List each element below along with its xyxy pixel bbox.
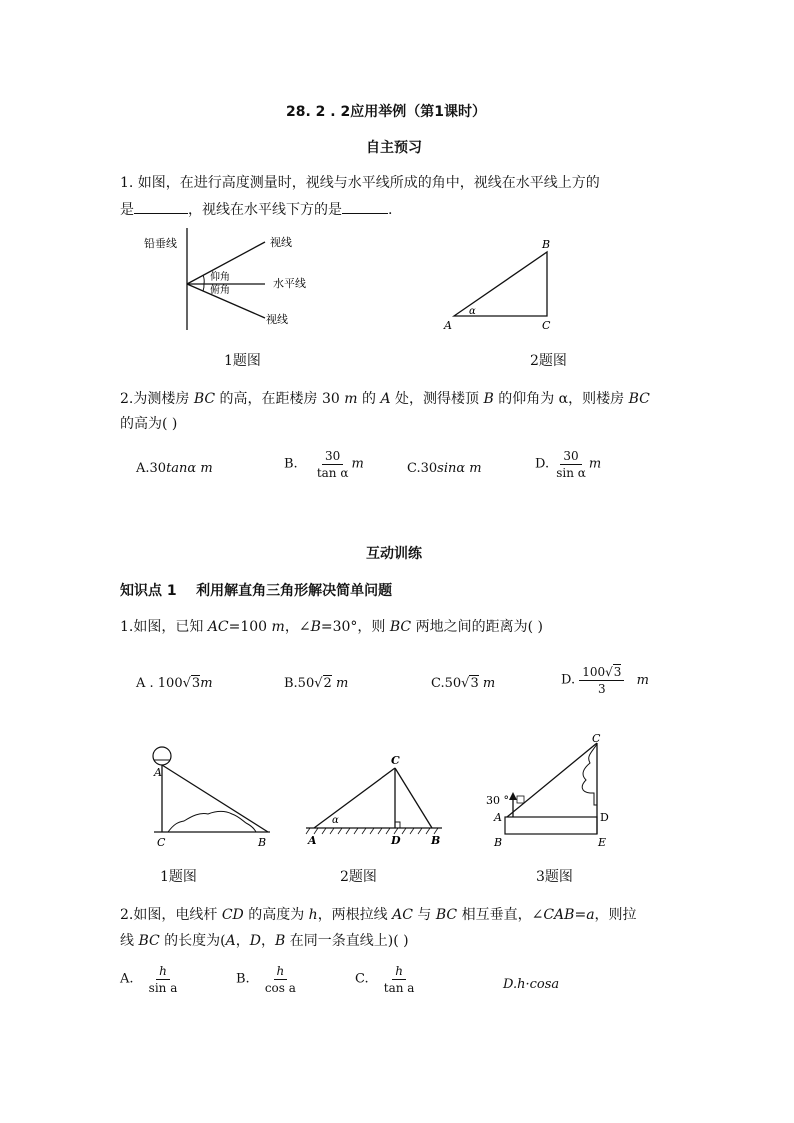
answer-blank-1[interactable] xyxy=(134,199,188,214)
numerator xyxy=(579,665,624,681)
q4-text: ，两根拉线 xyxy=(317,907,393,923)
numerator: 30 xyxy=(560,449,581,465)
denominator: sin α xyxy=(556,466,586,480)
q4-var: BC xyxy=(138,933,160,949)
opt-text: B.50 xyxy=(284,676,315,691)
q2-text: 的 xyxy=(357,391,381,407)
label-C: C xyxy=(592,732,601,745)
label-D: D xyxy=(391,834,401,847)
q3-text: 1.如图，已知 xyxy=(120,619,208,635)
q3-text: 两地之间的距离为( ) xyxy=(411,619,543,635)
question-4 xyxy=(120,905,637,951)
q3-text: =100 xyxy=(228,619,272,635)
label-B: B xyxy=(494,836,503,849)
q1-line1: 1. 如图，在进行高度测量时，视线与水平线所成的角中，视线在水平线上方的 xyxy=(120,175,600,191)
label-E: E xyxy=(598,836,607,849)
section-heading-practice: 互动训练 xyxy=(366,546,422,562)
answer-blank-2[interactable] xyxy=(342,199,388,214)
q2-text: 的高，在距楼房 30 xyxy=(215,391,345,407)
q3-option-C[interactable] xyxy=(431,674,495,694)
elevation-label: 仰角 xyxy=(210,272,230,283)
q4-line2 xyxy=(120,931,637,951)
label-A: A xyxy=(494,811,502,824)
depression-label: 俯角 xyxy=(210,285,230,296)
angle-label: 30 ° xyxy=(486,794,509,807)
right-angle-mark xyxy=(395,822,400,828)
label-A: A xyxy=(444,319,452,332)
numerator: h xyxy=(156,964,170,980)
opt-unit: m xyxy=(196,461,213,476)
q1-text-b: ，视线在水平线下方的是 xyxy=(188,202,342,218)
label-alpha: α xyxy=(332,815,339,826)
q4-var: BC xyxy=(435,907,458,923)
hill-outline xyxy=(168,811,256,832)
label-B: B xyxy=(431,834,441,847)
q4-text: 线 xyxy=(120,933,139,949)
denominator: 3 xyxy=(598,682,606,696)
line-BC xyxy=(395,768,432,828)
label-B: B xyxy=(542,238,551,251)
opt-unit: m xyxy=(636,672,649,688)
right-angle-mark xyxy=(517,796,524,803)
opt-text: A.30 xyxy=(136,461,167,476)
q4-text: ， xyxy=(235,933,250,949)
depression-arc xyxy=(203,284,204,291)
sqrt-sign: √ xyxy=(314,676,323,691)
q4-var: D xyxy=(249,933,261,949)
figure-tree xyxy=(480,730,620,852)
line-AC xyxy=(507,743,597,817)
q4-text: = xyxy=(574,907,587,923)
q4-var: h xyxy=(308,907,318,923)
q4-option-C[interactable] xyxy=(355,964,417,995)
q2-var-B: B xyxy=(483,391,494,407)
q3-option-D[interactable] xyxy=(561,665,649,696)
caption-fig-3: 3题图 xyxy=(536,869,573,885)
q1-text-c: . xyxy=(388,202,393,218)
opt-label: D. xyxy=(535,456,550,472)
q1-text-a: 是 xyxy=(120,202,134,218)
opt-label: A. xyxy=(120,971,134,987)
opt-label: C. xyxy=(355,971,369,987)
sqrt-sign: √ xyxy=(605,665,613,679)
numerator: 30 xyxy=(322,449,343,465)
opt-unit: m xyxy=(351,456,364,472)
label-D: D xyxy=(600,811,609,824)
numerator: h xyxy=(392,964,406,980)
radicand: 3 xyxy=(470,676,479,691)
q4-var: CAB xyxy=(543,907,575,923)
opt-unit: m xyxy=(482,676,496,691)
line-AB xyxy=(162,765,268,832)
fraction xyxy=(314,449,352,480)
q2-line2: 的高为( ) xyxy=(120,416,178,432)
radicand: 3 xyxy=(613,665,622,679)
q2-var-A: A xyxy=(380,391,391,407)
q4-text: 2.如图，电线杆 xyxy=(120,907,222,923)
sqrt-sign: √ xyxy=(182,676,191,691)
q2-var-BC: BC xyxy=(193,391,216,407)
label-C: C xyxy=(542,319,551,332)
q4-line1 xyxy=(120,905,637,925)
q3-var-B: B xyxy=(310,619,321,635)
numerator: h xyxy=(274,964,288,980)
label-B: B xyxy=(258,836,267,849)
q2-unit-m: m xyxy=(344,391,358,407)
opt-unit: m xyxy=(588,456,602,472)
denominator: sin a xyxy=(148,981,178,995)
q4-var: a xyxy=(586,907,595,923)
figure-elevation-depression xyxy=(140,228,320,338)
q4-text: 在同一条直线上)( ) xyxy=(285,933,409,949)
q3-var-AC: AC xyxy=(207,619,229,635)
opt-label: B. xyxy=(284,456,298,472)
triangle-ABC xyxy=(454,252,547,316)
opt-unit: m xyxy=(465,461,482,476)
question-2 xyxy=(120,389,650,434)
q3-unit-m: m xyxy=(271,619,285,635)
q3-var-BC: BC xyxy=(389,619,412,635)
figure-balloon xyxy=(148,744,273,852)
opt-func: tanα xyxy=(166,461,197,476)
q4-option-B[interactable] xyxy=(236,964,299,995)
opt-label: D. xyxy=(561,672,576,688)
figure-pole xyxy=(302,750,447,850)
opt-unit: m xyxy=(200,676,213,691)
opt-text: C.30 xyxy=(407,461,438,476)
opt-unit: m xyxy=(335,676,349,691)
opt-func: sinα xyxy=(437,461,466,476)
radicand: 2 xyxy=(323,676,332,691)
line-AC xyxy=(314,768,395,828)
q2-line1 xyxy=(120,389,650,409)
q3-text: ，∠ xyxy=(284,619,311,635)
q4-var: AC xyxy=(392,907,413,923)
q3-option-B[interactable] xyxy=(284,674,348,694)
caption-q1-fig2: 2题图 xyxy=(530,353,567,369)
num-coef: 100 xyxy=(582,665,606,679)
fraction xyxy=(553,449,589,480)
section-heading-preview: 自主预习 xyxy=(366,140,422,156)
sight-down-label: 视线 xyxy=(266,313,288,326)
plumb-label: 铅垂线 xyxy=(144,237,177,250)
label-C: C xyxy=(391,754,400,767)
q4-text: 与 xyxy=(412,907,436,923)
opt-label: B. xyxy=(236,971,250,987)
balloon-icon xyxy=(153,747,171,765)
label-alpha: α xyxy=(469,306,476,317)
question-1 xyxy=(120,173,600,220)
fraction xyxy=(262,964,299,995)
q1-line2 xyxy=(120,199,600,220)
q2-option-B[interactable] xyxy=(284,449,364,480)
radicand: 3 xyxy=(191,676,201,691)
caption-fig-1: 1题图 xyxy=(160,869,197,885)
q2-text: 2.为测楼房 xyxy=(120,391,194,407)
q2-option-A[interactable] xyxy=(136,459,213,479)
q4-var: A xyxy=(225,933,236,949)
q2-text: 处，测得楼顶 xyxy=(390,391,484,407)
denominator: tan α xyxy=(316,466,349,480)
sqrt-sign: √ xyxy=(461,676,470,691)
q2-text: 的仰角为 α，则楼房 xyxy=(493,391,629,407)
q4-text: 的高度为 xyxy=(243,907,309,923)
fraction xyxy=(381,964,418,995)
knowledge-point-1: 知识点 1 利用解直角三角形解决简单问题 xyxy=(120,583,393,599)
caption-fig-2: 2题图 xyxy=(340,869,377,885)
q4-var: B xyxy=(275,933,286,949)
q4-option-D[interactable]: D.h·cosa xyxy=(503,977,560,992)
elevation-arc xyxy=(203,275,204,284)
page-title: 28. 2 . 2应用举例（第1课时） xyxy=(286,104,486,120)
q4-text: ， xyxy=(261,933,275,949)
label-C: C xyxy=(157,836,166,849)
denominator: cos a xyxy=(264,981,296,995)
q3-option-A[interactable] xyxy=(136,674,213,694)
q4-text: ，则拉 xyxy=(594,907,637,923)
q2-var-BC: BC xyxy=(628,391,650,407)
q4-text: 相互垂直，∠ xyxy=(457,907,544,923)
opt-text: A . 100 xyxy=(136,676,183,691)
ground-hatch xyxy=(306,828,438,834)
platform-rect xyxy=(505,817,597,834)
arrow-head xyxy=(509,792,517,800)
label-A: A xyxy=(154,766,162,779)
q2-option-C[interactable] xyxy=(407,459,482,479)
horizontal-label: 水平线 xyxy=(273,277,306,290)
sight-up-label: 视线 xyxy=(270,236,292,249)
caption-q1-fig1: 1题图 xyxy=(224,353,261,369)
q3-text: =30°，则 xyxy=(320,619,390,635)
denominator: tan a xyxy=(383,981,415,995)
label-A: A xyxy=(308,834,317,847)
fraction xyxy=(579,665,624,696)
opt-text: C.50 xyxy=(431,676,462,691)
q4-option-A[interactable] xyxy=(120,964,180,995)
q2-option-D[interactable] xyxy=(535,449,601,480)
question-3 xyxy=(120,617,543,637)
q4-text: 的长度为( xyxy=(159,933,226,949)
q4-var: CD xyxy=(221,907,244,923)
fraction xyxy=(146,964,181,995)
figure-building-triangle xyxy=(440,236,560,336)
